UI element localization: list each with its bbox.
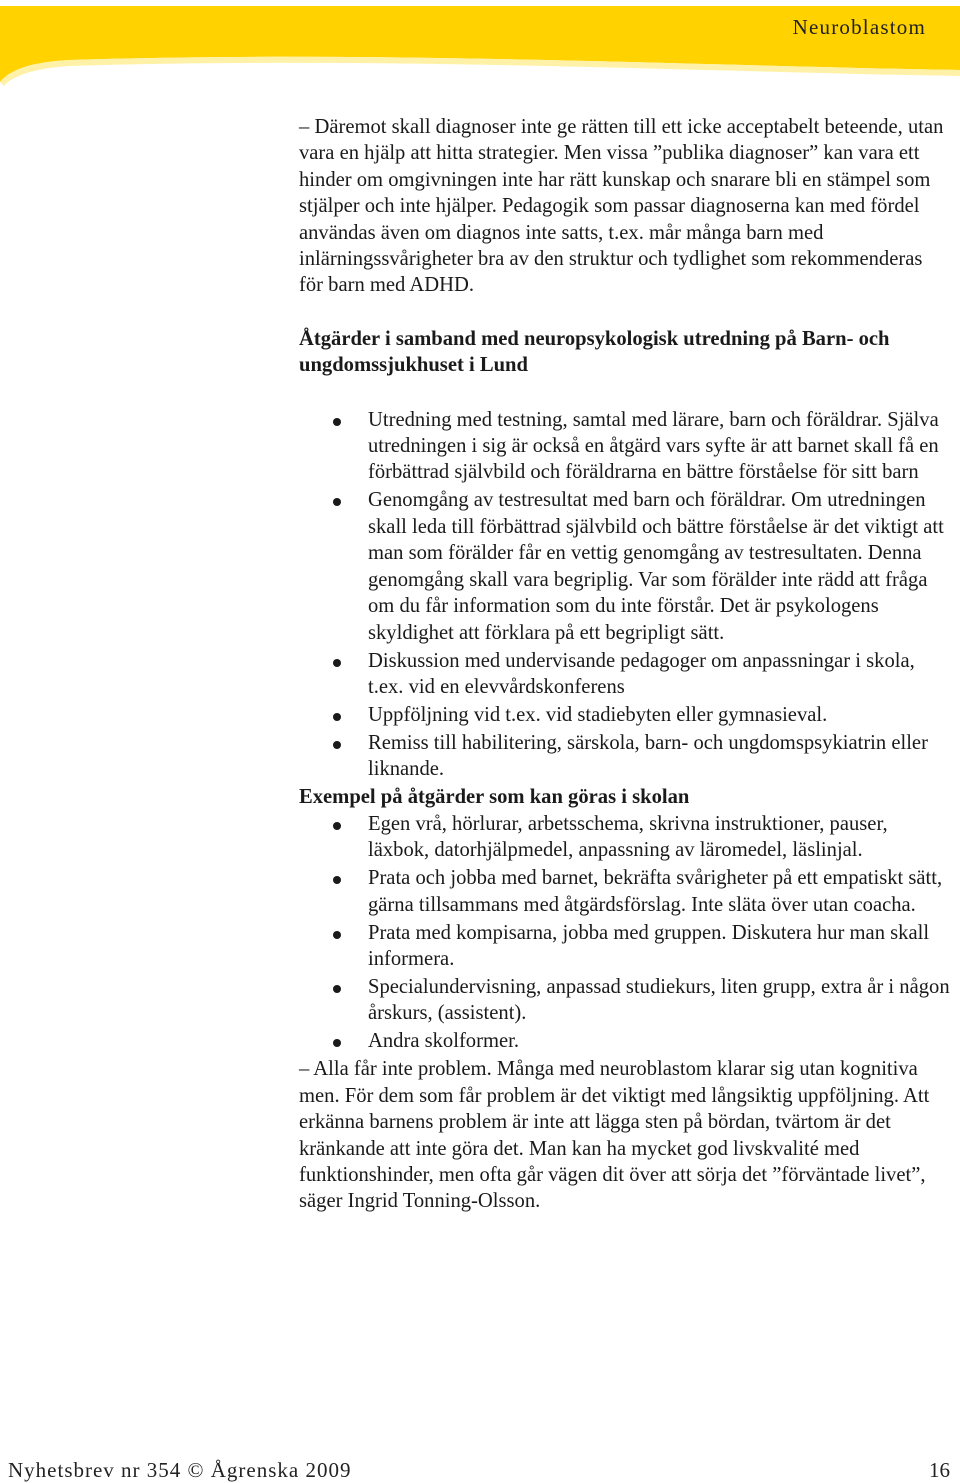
list-item-text: Egen vrå, hörlurar, arbetsschema, skrivna instruktioner, pauser, läxbok, datorhjälpmedel, anpassning av läromedel, läslinjal.	[368, 812, 888, 862]
list-item-text: Prata och jobba med barnet, bekräfta svårigheter på ett empatiskt sätt, gärna tillsammans med åtgärdsförslag. Inte släta över utan coacha.	[368, 867, 943, 916]
list-item	[299, 648, 951, 701]
list-item	[299, 974, 951, 1027]
section-heading-assessment: Åtgärder i samband med neuropsykologisk utredning på Barn- och ungdomssjukhuset i Lund	[299, 327, 890, 377]
school-measures-list	[299, 811, 951, 1055]
section-heading-school: Exempel på åtgärder som kan göras i skolan	[299, 786, 690, 809]
bullet-icon	[333, 659, 341, 667]
bullet-icon	[333, 876, 341, 884]
list-item	[299, 811, 951, 864]
list-item-text: Diskussion med undervisande pedagoger om anpassningar i skola, t.ex. vid en elevvårdskonferens	[368, 649, 915, 698]
intro-paragraph: – Däremot skall diagnoser inte ge rätten till ett icke acceptabelt beteende, utan vara en hjälp att hitta strategier. Men vissa ”publika diagnoser” kan vara ett hinder om omgivningen inte har rätt kunskap och snarare bli en stämpel som stjälper och inte hjälper. Pedagogik som passar diagnoserna kan med fördel användas även om diagnos inte satts, t.ex. mår många barn med inlärningssvårigheter bra av den struktur och tydlighet som rekommenderas för barn med ADHD.	[299, 116, 944, 297]
list-item	[299, 487, 951, 645]
list-item-text: Prata med kompisarna, jobba med gruppen. Diskutera hur man skall informera.	[368, 921, 930, 970]
list-item	[299, 1028, 951, 1054]
list-item	[299, 865, 951, 918]
article-body	[299, 114, 951, 1215]
footer-newsletter-info: Nyhetsbrev nr 354 © Ågrenska 2009	[8, 1458, 352, 1482]
list-item	[299, 920, 951, 973]
list-item-text: Utredning med testning, samtal med lärare, barn och föräldrar. Själva utredningen i sig är också en åtgärd vars syfte är att barnet skall få en förbättrad självbild och föräldrarna en bättre förståelse för sitt barn	[368, 408, 939, 484]
running-header-title: Neuroblastom	[792, 15, 926, 39]
bullet-icon	[333, 931, 341, 939]
list-item-text: Specialundervisning, anpassad studiekurs, liten grupp, extra år i någon årskurs, (assistent).	[368, 975, 950, 1025]
bullet-icon	[333, 418, 341, 426]
assessment-measures-list	[299, 407, 951, 783]
list-item-text: Uppföljning vid t.ex. vid stadiebyten eller gymnasieval.	[368, 703, 828, 726]
bullet-icon	[333, 741, 341, 749]
bullet-icon	[333, 1039, 341, 1047]
bullet-icon	[333, 822, 341, 830]
list-item-text: Genomgång av testresultat med barn och föräldrar. Om utredningen skall leda till förbättrad självbild och bättre förståelse är det viktigt att man som förälder får en vettig genomgång av testresultaten. Denna genomgång skall vara begriplig. Var som förälder inte rädd att fråga om du får information som du inte förstår. Det är psykologens skyldighet att förklara på ett begripligt sätt.	[368, 489, 944, 644]
page-number: 16	[929, 1458, 950, 1482]
list-item-text: Remiss till habilitering, särskola, barn- och ungdomspsykiatrin eller liknande.	[368, 731, 928, 781]
list-item	[299, 730, 951, 783]
list-item-text: Andra skolformer.	[368, 1030, 519, 1053]
header-band	[0, 0, 960, 90]
closing-paragraph: – Alla får inte problem. Många med neuroblastom klarar sig utan kognitiva men. För dem som får problem är det viktigt med långsiktig uppföljning. Att erkänna barnens problem är inte att lägga sten på bördan, tvärtom är det kränkande att inte göra det. Man kan ha mycket god livskvalité med funktionshinder, men ofta går vägen dit över att sörja det ”förväntade livet”, säger Ingrid Tonning-Olsson.	[299, 1058, 930, 1213]
list-item	[299, 702, 951, 728]
bullet-icon	[333, 713, 341, 721]
bullet-icon	[333, 498, 341, 506]
bullet-icon	[333, 985, 341, 993]
list-item	[299, 407, 951, 486]
